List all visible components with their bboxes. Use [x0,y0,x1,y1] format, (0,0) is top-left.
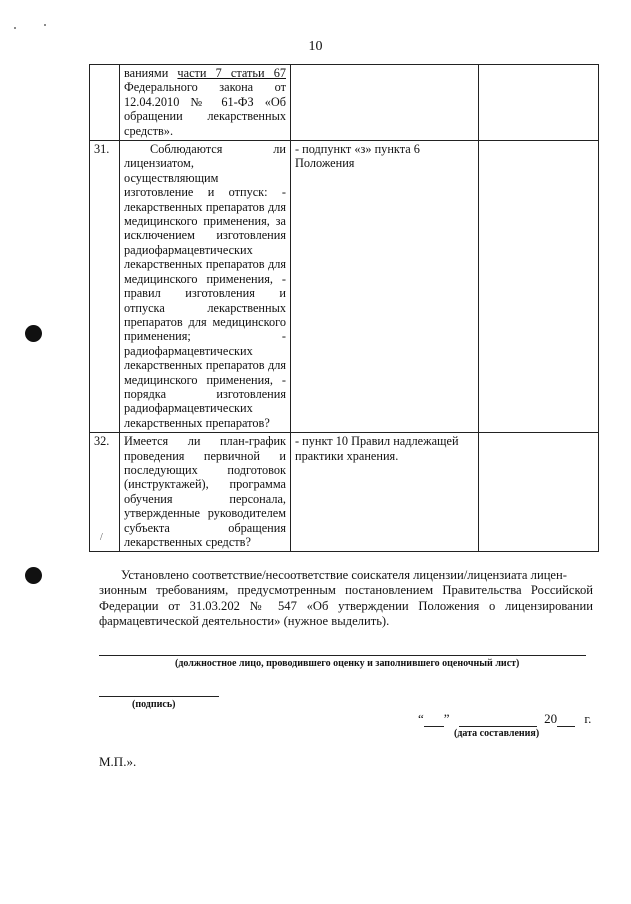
checklist-table [89,64,599,552]
question-cell: Соблюдаются ли лицензиатом, осуществляющим изготовление и отпуск: - лекарственных препаратов для медицинского применения, за исключением изготовления радиофармацевтических лекарственных препаратов для медицинского применения, - правил изготовления и отпуска лекарственных препаратов для медицинского применения; - радиофармацевтических лекарственных препаратов для медицинского применения, - порядка изготовления радиофармацевтических лекарственных препаратов? [120,141,291,433]
binder-hole-bottom [25,567,42,584]
reference-cell: - пункт 10 Правил надлежащей практики хранения. [291,433,479,552]
row-number: 31. [90,141,120,433]
table-row [90,65,599,141]
scan-speck [14,27,16,29]
binder-hole-top [25,325,42,342]
stamp-place: М.П.». [99,754,137,769]
question-cell: ваниями части 7 статьи 67 Федерального закона от 12.04.2010 № 61-ФЗ «Об обращении лекарственных средств». [120,65,291,141]
signature-line [99,696,219,697]
reference-cell [291,65,479,141]
table-row [90,141,599,433]
date-caption: (дата составления) [454,728,540,739]
position-caption: (должностное лицо, проводившего оценку и заполнившего оценочный лист) [175,658,520,669]
answer-cell [479,141,599,433]
answer-cell [479,65,599,141]
row-number: 32. / [90,433,120,552]
date-line: “ ” 20 г. [418,711,592,726]
position-line [99,655,586,656]
question-cell: Имеется ли план-график проведения первичной и последующих подготовок (инструктажей), программа обучения персонала, утвержденные руководителем субъекта обращения лекарственных средств? [120,433,291,552]
reference-cell: - подпункт «з» пункта 6 Положения [291,141,479,433]
row-number [90,65,120,141]
marginal-mark: / [100,532,103,543]
signature-caption: (подпись) [132,699,176,710]
conclusion-paragraph: Установлено соответствие/несоответствие соискателя лицензии/лицензиата лицен- зионным требованиям, предусмотренным постановлением Правительства Российской Федерации от 31.03.202 № 547 «Об утверждении Положения о лицензировании фармацевтической деятельности» (нужное выделить). [99,568,593,629]
table-row [90,433,599,552]
answer-cell [479,433,599,552]
page-number: 10 [308,39,323,54]
scan-speck [44,24,46,26]
